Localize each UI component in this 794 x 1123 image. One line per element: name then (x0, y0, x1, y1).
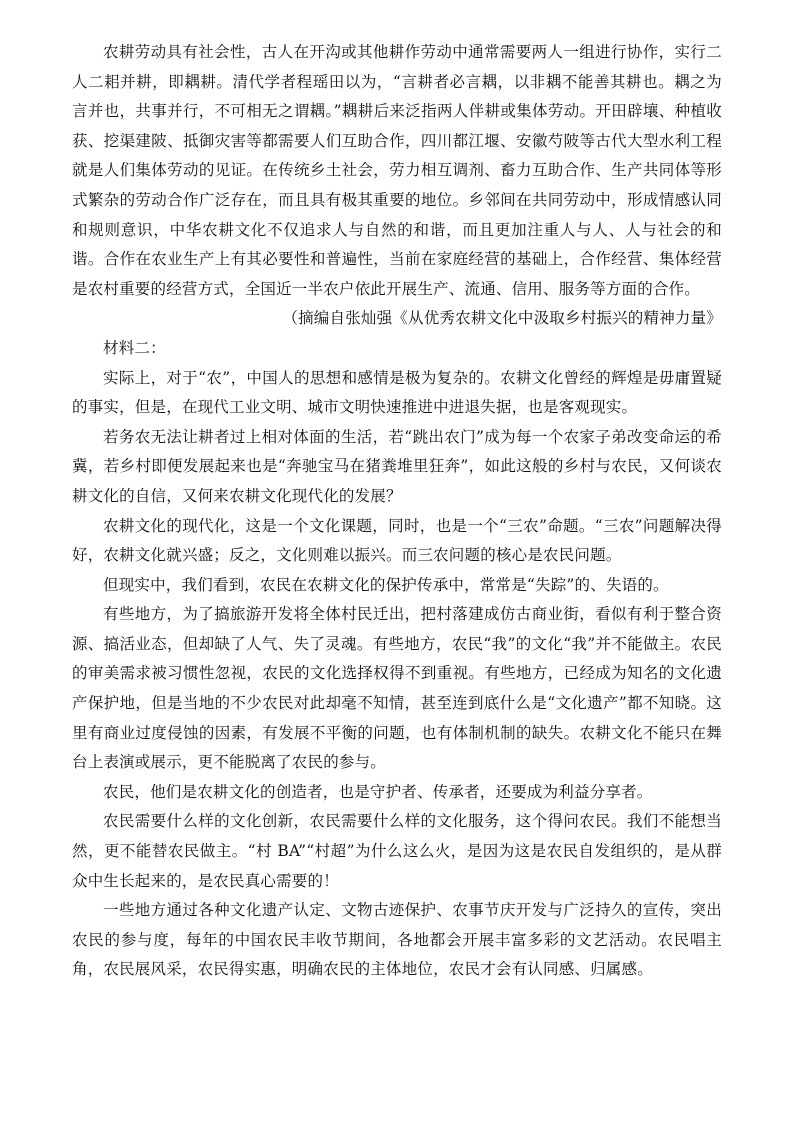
paragraph: 一些地方通过各种文化遗产认定、文物古迹保护、农事节庆开发与广泛持久的宣传，突出农民的参与度，每年的中国农民丰收节期间，各地都会开展丰富多彩的文艺活动。农民唱主角，农民展风采，农民得实惠，明确农民的主体地位，农民才会有认同感、归属感。 (72, 901, 722, 979)
material-two-heading: 材料二： (103, 338, 166, 357)
paragraph-cooperative-farming: 农耕劳动具有社会性，古人在开沟或其他耕作劳动中通常需要两人一组进行协作，实行二人二耜并耕，即耦耕。清代学者程瑶田以为，“言耕者必言耦，以非耦不能善其耕也。耦之为言并也，共事并行，不可相无之谓耦。”耦耕后来泛指两人伴耕或集体劳动。开田辟壤、种植收获、挖渠建陂、抵御灾害等都需要人们互助合作，四川都江堰、安徽芍陂等古代大型水利工程就是人们集体劳动的见证。在传统乡土社会，劳力相互调剂、畜力互助合作、生产共同体等形式繁杂的劳动合作广泛存在，而且具有极其重要的地位。乡邻间在共同劳动中，形成情感认同和规则意识，中华农耕文化不仅追求人与自然的和谐，而且更加注重人与人、人与社会的和谐。合作在农业生产上有其必要性和普遍性，当前在家庭经营的基础上，合作经营、集体经营是农村重要的经营方式，全国近一半农户依此开展生产、流通、信用、服务等方面的合作。 (72, 43, 722, 298)
paragraph: 农民，他们是农耕文化的创造者，也是守护者、传承者，还要成为利益分享者。 (103, 782, 653, 801)
source-citation: （摘编自张灿强《从优秀农耕文化中汲取乡村振兴的精神力量》 (282, 309, 722, 328)
document-page (72, 38, 722, 985)
paragraph: 但现实中，我们看到，农民在农耕文化的保护传承中，常常是“失踪”的、失语的。 (103, 575, 669, 594)
paragraph: 若务农无法让耕者过上相对体面的生活，若“跳出农门”成为每一个农家子弟改变命运的希冀，若乡村即便发展起来也是“奔驰宝马在猪粪堆里狂奔”，如此这般的乡村与农民，又何谈农耕文化的自信，又何来农耕文化现代化的发展？ (72, 427, 722, 505)
paragraph: 农耕文化的现代化，这是一个文化课题，同时，也是一个“三农”命题。“三农”问题解决得好，农耕文化就兴盛；反之，文化则难以振兴。而三农问题的核心是农民问题。 (72, 516, 722, 565)
paragraph: 农民需要什么样的文化创新，农民需要什么样的文化服务，这个得问农民。我们不能想当然，更不能替农民做主。“村 BA”“村超”为什么这么火，是因为这是农民自发组织的，是从群众中生长起来的，是农民真心需要的！ (72, 812, 722, 890)
paragraph: 实际上，对于“农”，中国人的思想和感情是极为复杂的。农耕文化曾经的辉煌是毋庸置疑的事实，但是，在现代工业文明、城市文明快速推进中进退失据，也是客观现实。 (72, 368, 722, 417)
paragraph: 有些地方，为了搞旅游开发将全体村民迁出，把村落建成仿古商业街，看似有利于整合资源、搞活业态，但却缺了人气、失了灵魂。有些地方，农民“我”的文化“我”并不能做主。农民的审美需求被习惯性忽视，农民的文化选择权得不到重视。有些地方，已经成为知名的文化遗产保护地，但是当地的不少农民对此却毫不知情，甚至连到底什么是“文化遗产”都不知晓。这里有商业过度侵蚀的因素，有发展不平衡的问题，也有体制机制的缺失。农耕文化不能只在舞台上表演或展示，更不能脱离了农民的参与。 (72, 605, 722, 772)
